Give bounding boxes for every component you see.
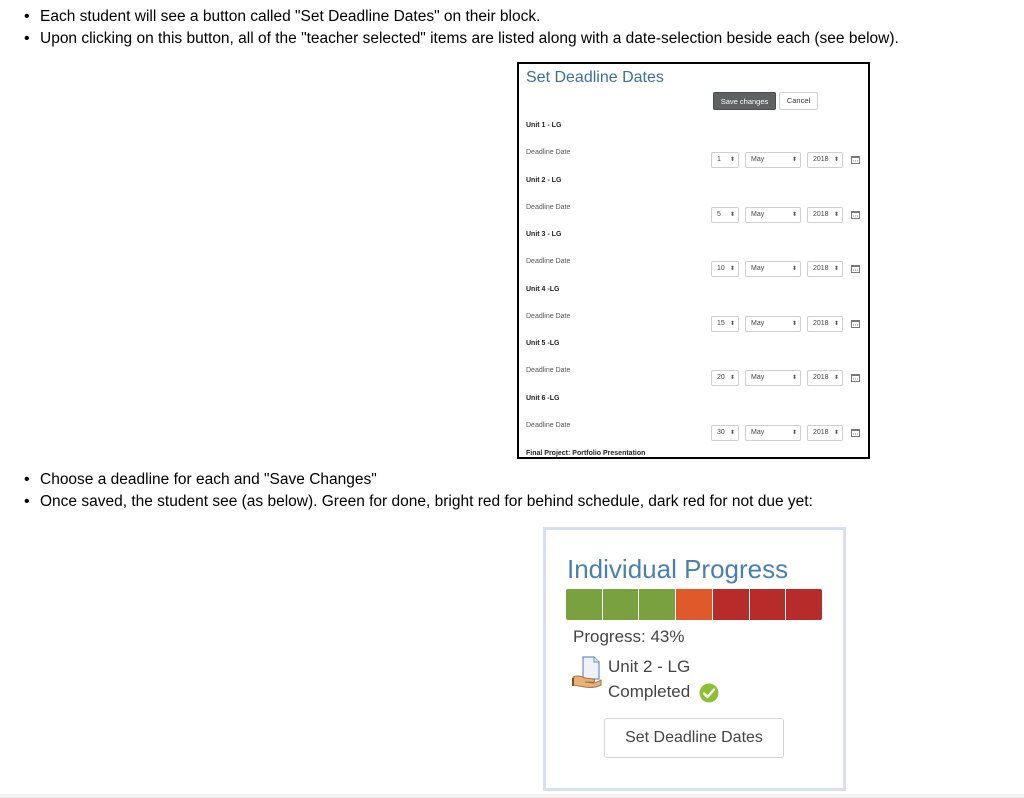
day-select[interactable]	[711, 261, 739, 277]
cancel-button[interactable]: Cancel	[779, 92, 818, 110]
calendar-icon[interactable]	[851, 374, 860, 382]
progress-segment-notdue	[713, 589, 750, 620]
select-arrow-icon: ⬍	[791, 266, 797, 273]
year-select-value: 2018	[813, 374, 829, 382]
deadline-date-label: Deadline Date	[526, 367, 571, 375]
select-arrow-icon: ⬍	[729, 430, 735, 436]
day-select-value: 15	[717, 319, 725, 327]
progress-bar	[566, 589, 822, 620]
deadline-date-label: Deadline Date	[526, 149, 571, 156]
panel-title: Set Deadline Dates	[526, 69, 664, 86]
calendar-icon[interactable]	[851, 156, 860, 164]
month-select[interactable]	[745, 370, 801, 386]
day-select-value: 10	[717, 265, 725, 273]
save-changes-button[interactable]: Save changes	[713, 92, 776, 110]
document-hand-icon	[571, 655, 603, 689]
month-select[interactable]	[745, 261, 801, 277]
day-select[interactable]	[711, 425, 739, 441]
day-select[interactable]	[711, 316, 739, 332]
check-circle-icon	[699, 683, 719, 703]
select-arrow-icon: ⬍	[833, 320, 839, 327]
month-select-value: May	[751, 374, 765, 382]
set-deadline-dates-button[interactable]: Set Deadline Dates	[604, 718, 784, 758]
unit-heading: Unit 5 -LG	[526, 340, 560, 348]
completion-status: Completed	[608, 682, 691, 701]
select-arrow-icon: ⬍	[729, 320, 735, 327]
month-select[interactable]	[745, 207, 801, 223]
day-select-value: 20	[717, 374, 725, 382]
year-select[interactable]	[807, 425, 843, 441]
year-select-value: 2018	[813, 156, 829, 163]
select-arrow-icon: ⬍	[729, 157, 735, 163]
day-select[interactable]	[711, 152, 739, 168]
year-select-value: 2018	[813, 319, 829, 327]
deadline-date-label: Deadline Date	[526, 258, 571, 266]
month-select-value: May	[751, 156, 765, 163]
unit-heading: Unit 4 -LG	[526, 285, 560, 293]
final-project-heading: Final Project: Portfolio Presentation	[526, 450, 646, 457]
select-arrow-icon: ⬍	[833, 430, 839, 436]
progress-segment-notdue	[786, 589, 822, 620]
progress-percent: Progress: 43%	[573, 627, 685, 646]
select-arrow-icon: ⬍	[791, 320, 797, 327]
select-arrow-icon: ⬍	[729, 375, 735, 382]
deadline-date-label: Deadline Date	[526, 203, 571, 211]
progress-segment-done	[566, 589, 603, 620]
top-instructions	[22, 6, 899, 50]
month-select-value: May	[751, 210, 765, 218]
progress-segment-done	[603, 589, 640, 620]
calendar-icon[interactable]	[851, 211, 860, 219]
day-select-value: 30	[717, 429, 725, 436]
unit-heading: Unit 2 - LG	[526, 176, 562, 184]
day-select[interactable]	[711, 207, 739, 223]
select-arrow-icon: ⬍	[833, 157, 839, 163]
year-select[interactable]	[807, 261, 843, 277]
unit-heading: Unit 1 - LG	[526, 122, 562, 129]
month-select[interactable]	[745, 425, 801, 441]
unit-heading: Unit 3 - LG	[526, 231, 562, 239]
page-bottom-rule	[0, 794, 1024, 798]
individual-progress-block	[543, 527, 846, 791]
select-arrow-icon: ⬍	[729, 211, 735, 218]
month-select-value: May	[751, 429, 765, 436]
calendar-icon[interactable]	[851, 429, 860, 437]
deadline-date-label: Deadline Date	[526, 312, 571, 320]
year-select-value: 2018	[813, 265, 829, 273]
select-arrow-icon: ⬍	[791, 211, 797, 218]
unit-heading: Unit 6 -LG	[526, 395, 560, 402]
month-select[interactable]	[745, 316, 801, 332]
current-item-link[interactable]: Unit 2 - LG	[608, 657, 691, 676]
select-arrow-icon: ⬍	[833, 211, 839, 218]
progress-segment-behind	[676, 589, 713, 620]
instruction-item: • Each student will see a button called "Set Deadline Dates" on their block.	[22, 6, 899, 28]
instruction-item: • Upon clicking on this button, all of the "teacher selected" items are listed along with a date-selection beside each (see below).	[22, 28, 899, 50]
instruction-item: • Choose a deadline for each and "Save Changes"	[22, 469, 813, 491]
day-select-value: 1	[717, 156, 721, 163]
select-arrow-icon: ⬍	[791, 430, 797, 436]
month-select-value: May	[751, 319, 765, 327]
select-arrow-icon: ⬍	[729, 266, 735, 273]
month-select-value: May	[751, 265, 765, 273]
year-select[interactable]	[807, 207, 843, 223]
bottom-instructions	[22, 469, 813, 513]
year-select[interactable]	[807, 316, 843, 332]
day-select[interactable]	[711, 370, 739, 386]
select-arrow-icon: ⬍	[833, 375, 839, 382]
calendar-icon[interactable]	[851, 320, 860, 328]
year-select[interactable]	[807, 370, 843, 386]
year-select-value: 2018	[813, 210, 829, 218]
calendar-icon[interactable]	[851, 265, 860, 273]
month-select[interactable]	[745, 152, 801, 168]
set-deadline-dates-panel	[517, 62, 870, 459]
select-arrow-icon: ⬍	[791, 375, 797, 382]
progress-block-title: Individual Progress	[567, 554, 789, 584]
progress-segment-notdue	[750, 589, 787, 620]
select-arrow-icon: ⬍	[791, 157, 797, 163]
instruction-item: • Once saved, the student see (as below). Green for done, bright red for behind schedule, dark red for not due yet:	[22, 491, 813, 513]
year-select-value: 2018	[813, 429, 829, 436]
select-arrow-icon: ⬍	[833, 266, 839, 273]
day-select-value: 5	[717, 210, 721, 218]
deadline-date-label: Deadline Date	[526, 422, 571, 429]
year-select[interactable]	[807, 152, 843, 168]
progress-segment-done	[639, 589, 676, 620]
